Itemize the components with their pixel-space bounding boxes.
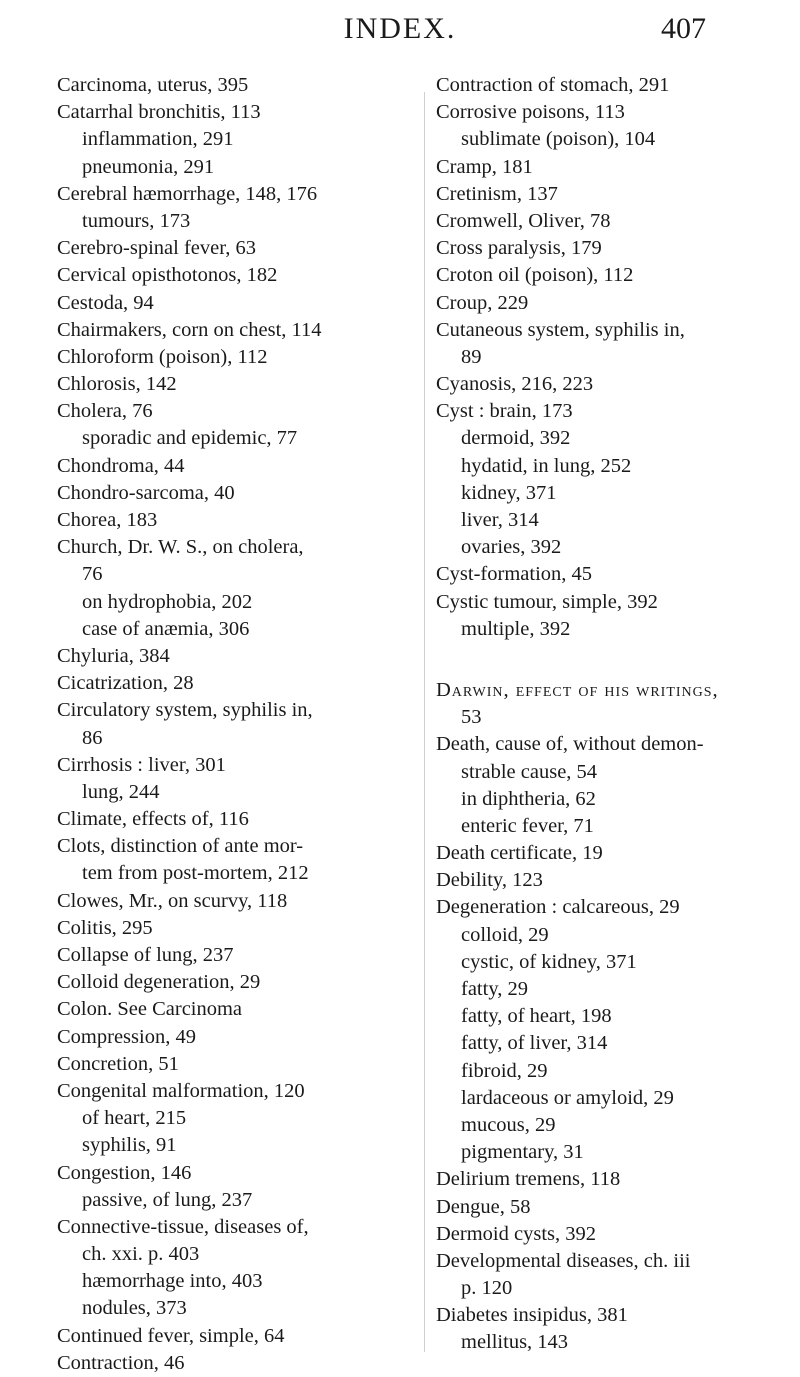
index-subentry: in diphtheria, 62 bbox=[461, 787, 596, 810]
index-entry: Congestion, 146 bbox=[57, 1161, 192, 1184]
index-subentry: colloid, 29 bbox=[461, 923, 549, 946]
index-entry: Collapse of lung, 237 bbox=[57, 944, 234, 966]
index-subentry: mucous, 29 bbox=[461, 1113, 556, 1136]
index-entry: Concretion, 51 bbox=[57, 1052, 179, 1075]
index-subentry: tumours, 173 bbox=[82, 209, 191, 232]
index-subentry: hydatid, in lung, 252 bbox=[461, 454, 632, 477]
index-entry: Developmental diseases, ch. iii bbox=[436, 1249, 691, 1272]
index-subentry: tem from post-mortem, 212 bbox=[82, 862, 309, 885]
index-subentry: dermoid, 392 bbox=[461, 427, 571, 450]
index-entry: Church, Dr. W. S., on cholera, bbox=[57, 536, 304, 559]
index-subentry: of heart, 215 bbox=[82, 1107, 187, 1130]
index-entry: Chairmakers, corn on chest, 114 bbox=[57, 318, 322, 341]
index-entry: Delirium tremens, 118 bbox=[436, 1168, 621, 1191]
index-subentry: lung, 244 bbox=[82, 780, 160, 803]
index-entry: Cross paralysis, 179 bbox=[436, 237, 602, 260]
index-column-left bbox=[57, 72, 417, 1377]
index-subentry: hæmorrhage into, 403 bbox=[82, 1270, 263, 1293]
index-subentry: fibroid, 29 bbox=[461, 1059, 548, 1082]
index-entry: Carcinoma, uterus, 395 bbox=[57, 74, 249, 96]
index-subentry: cystic, of kidney, 371 bbox=[461, 950, 637, 973]
index-entry: Cestoda, 94 bbox=[57, 291, 154, 314]
index-entry: Chlorosis, 142 bbox=[57, 373, 177, 396]
index-spacer bbox=[436, 643, 766, 677]
index-entry: Darwin, effect of his writings, bbox=[436, 678, 719, 701]
index-entry: Dengue, 58 bbox=[436, 1195, 531, 1218]
index-subentry: multiple, 392 bbox=[461, 617, 571, 640]
index-entry: Colon. See Carcinoma bbox=[57, 998, 243, 1021]
index-entry: Cholera, 76 bbox=[57, 400, 153, 423]
index-entry: Diabetes insipidus, 381 bbox=[436, 1304, 628, 1327]
index-entry: Chyluria, 384 bbox=[57, 644, 170, 667]
index-entry: Contraction of stomach, 291 bbox=[436, 74, 670, 96]
index-entry: Colloid degeneration, 29 bbox=[57, 971, 261, 994]
index-column-right bbox=[436, 72, 766, 1357]
index-subentry: sporadic and epidemic, 77 bbox=[82, 427, 298, 450]
index-subentry: pigmentary, 31 bbox=[461, 1141, 584, 1164]
index-entry: Corrosive poisons, 113 bbox=[436, 101, 625, 124]
index-entry: Chondroma, 44 bbox=[57, 454, 185, 477]
index-subentry: fatty, 29 bbox=[461, 978, 528, 1000]
index-entry: Cerebro-spinal fever, 63 bbox=[57, 237, 256, 260]
index-subentry: fatty, of heart, 198 bbox=[461, 1005, 612, 1028]
index-entry: Dermoid cysts, 392 bbox=[436, 1222, 596, 1245]
index-entry: Climate, effects of, 116 bbox=[57, 808, 249, 831]
index-entry: Chondro-sarcoma, 40 bbox=[57, 481, 235, 504]
index-entry: Cyst : brain, 173 bbox=[436, 400, 573, 423]
index-entry: Cromwell, Oliver, 78 bbox=[436, 209, 611, 232]
index-entry: Continued fever, simple, 64 bbox=[57, 1324, 285, 1347]
index-entry: Cyanosis, 216, 223 bbox=[436, 373, 594, 396]
index-entry: Circulatory system, syphilis in, bbox=[57, 699, 313, 722]
index-entry: Colitis, 295 bbox=[57, 916, 153, 939]
index-subentry: syphilis, 91 bbox=[82, 1134, 177, 1157]
index-entry: Catarrhal bronchitis, 113 bbox=[57, 101, 261, 124]
index-entry: Cicatrization, 28 bbox=[57, 672, 194, 695]
index-entry: Chorea, 183 bbox=[57, 509, 158, 531]
index-entry: Compression, 49 bbox=[57, 1025, 196, 1048]
index-entry: Croup, 229 bbox=[436, 291, 529, 314]
index-entry: Cirrhosis : liver, 301 bbox=[57, 753, 226, 776]
page-number: 407 bbox=[661, 12, 706, 45]
index-entry: Cervical opisthotonos, 182 bbox=[57, 264, 278, 287]
index-subentry: fatty, of liver, 314 bbox=[461, 1032, 608, 1055]
index-entry: Cystic tumour, simple, 392 bbox=[436, 590, 658, 613]
index-entry: Congenital malformation, 120 bbox=[57, 1079, 305, 1102]
index-entry: Death certificate, 19 bbox=[436, 842, 603, 865]
index-subentry: liver, 314 bbox=[461, 509, 539, 531]
index-entry: Debility, 123 bbox=[436, 869, 543, 892]
index-subentry: nodules, 373 bbox=[82, 1297, 187, 1320]
column-divider bbox=[424, 92, 425, 1352]
index-entry: Clowes, Mr., on scurvy, 118 bbox=[57, 889, 288, 912]
index-subentry: ovaries, 392 bbox=[461, 536, 562, 559]
index-entry: Cyst-formation, 45 bbox=[436, 563, 593, 586]
index-entry: Connective-tissue, diseases of, bbox=[57, 1215, 309, 1238]
page-header bbox=[0, 12, 800, 52]
index-subentry: 53 bbox=[461, 706, 482, 729]
index-subentry: case of anæmia, 306 bbox=[82, 617, 250, 640]
index-entry: Clots, distinction of ante mor- bbox=[57, 835, 304, 858]
index-subentry: mellitus, 143 bbox=[461, 1331, 569, 1354]
index-entry: Chloroform (poison), 112 bbox=[57, 345, 268, 368]
index-subentry: kidney, 371 bbox=[461, 481, 557, 504]
index-subentry: 76 bbox=[82, 563, 103, 586]
index-subentry: 86 bbox=[82, 726, 103, 749]
index-entry: Cerebral hæmorrhage, 148, 176 bbox=[57, 182, 318, 205]
index-entry: Croton oil (poison), 112 bbox=[436, 264, 634, 287]
index-subentry: pneumonia, 291 bbox=[82, 155, 215, 178]
index-subentry: p. 120 bbox=[461, 1277, 513, 1300]
index-entry: Cutaneous system, syphilis in, bbox=[436, 318, 685, 341]
index-entry: Degeneration : calcareous, 29 bbox=[436, 896, 680, 919]
index-entry: Contraction, 46 bbox=[57, 1351, 185, 1374]
index-entry: Cretinism, 137 bbox=[436, 182, 558, 205]
index-subentry: passive, of lung, 237 bbox=[82, 1188, 253, 1211]
index-subentry: ch. xxi. p. 403 bbox=[82, 1243, 200, 1266]
index-subentry: on hydrophobia, 202 bbox=[82, 590, 253, 613]
page-title: INDEX. bbox=[343, 12, 457, 45]
index-subentry: enteric fever, 71 bbox=[461, 814, 594, 837]
index-subentry: 89 bbox=[461, 345, 482, 368]
index-subentry: inflammation, 291 bbox=[82, 128, 234, 151]
index-subentry: strable cause, 54 bbox=[461, 760, 598, 783]
index-entry: Cramp, 181 bbox=[436, 155, 533, 178]
index-subentry: sublimate (poison), 104 bbox=[461, 128, 656, 151]
index-entry: Death, cause of, without demon- bbox=[436, 733, 704, 756]
index-subentry: lardaceous or amyloid, 29 bbox=[461, 1086, 674, 1109]
